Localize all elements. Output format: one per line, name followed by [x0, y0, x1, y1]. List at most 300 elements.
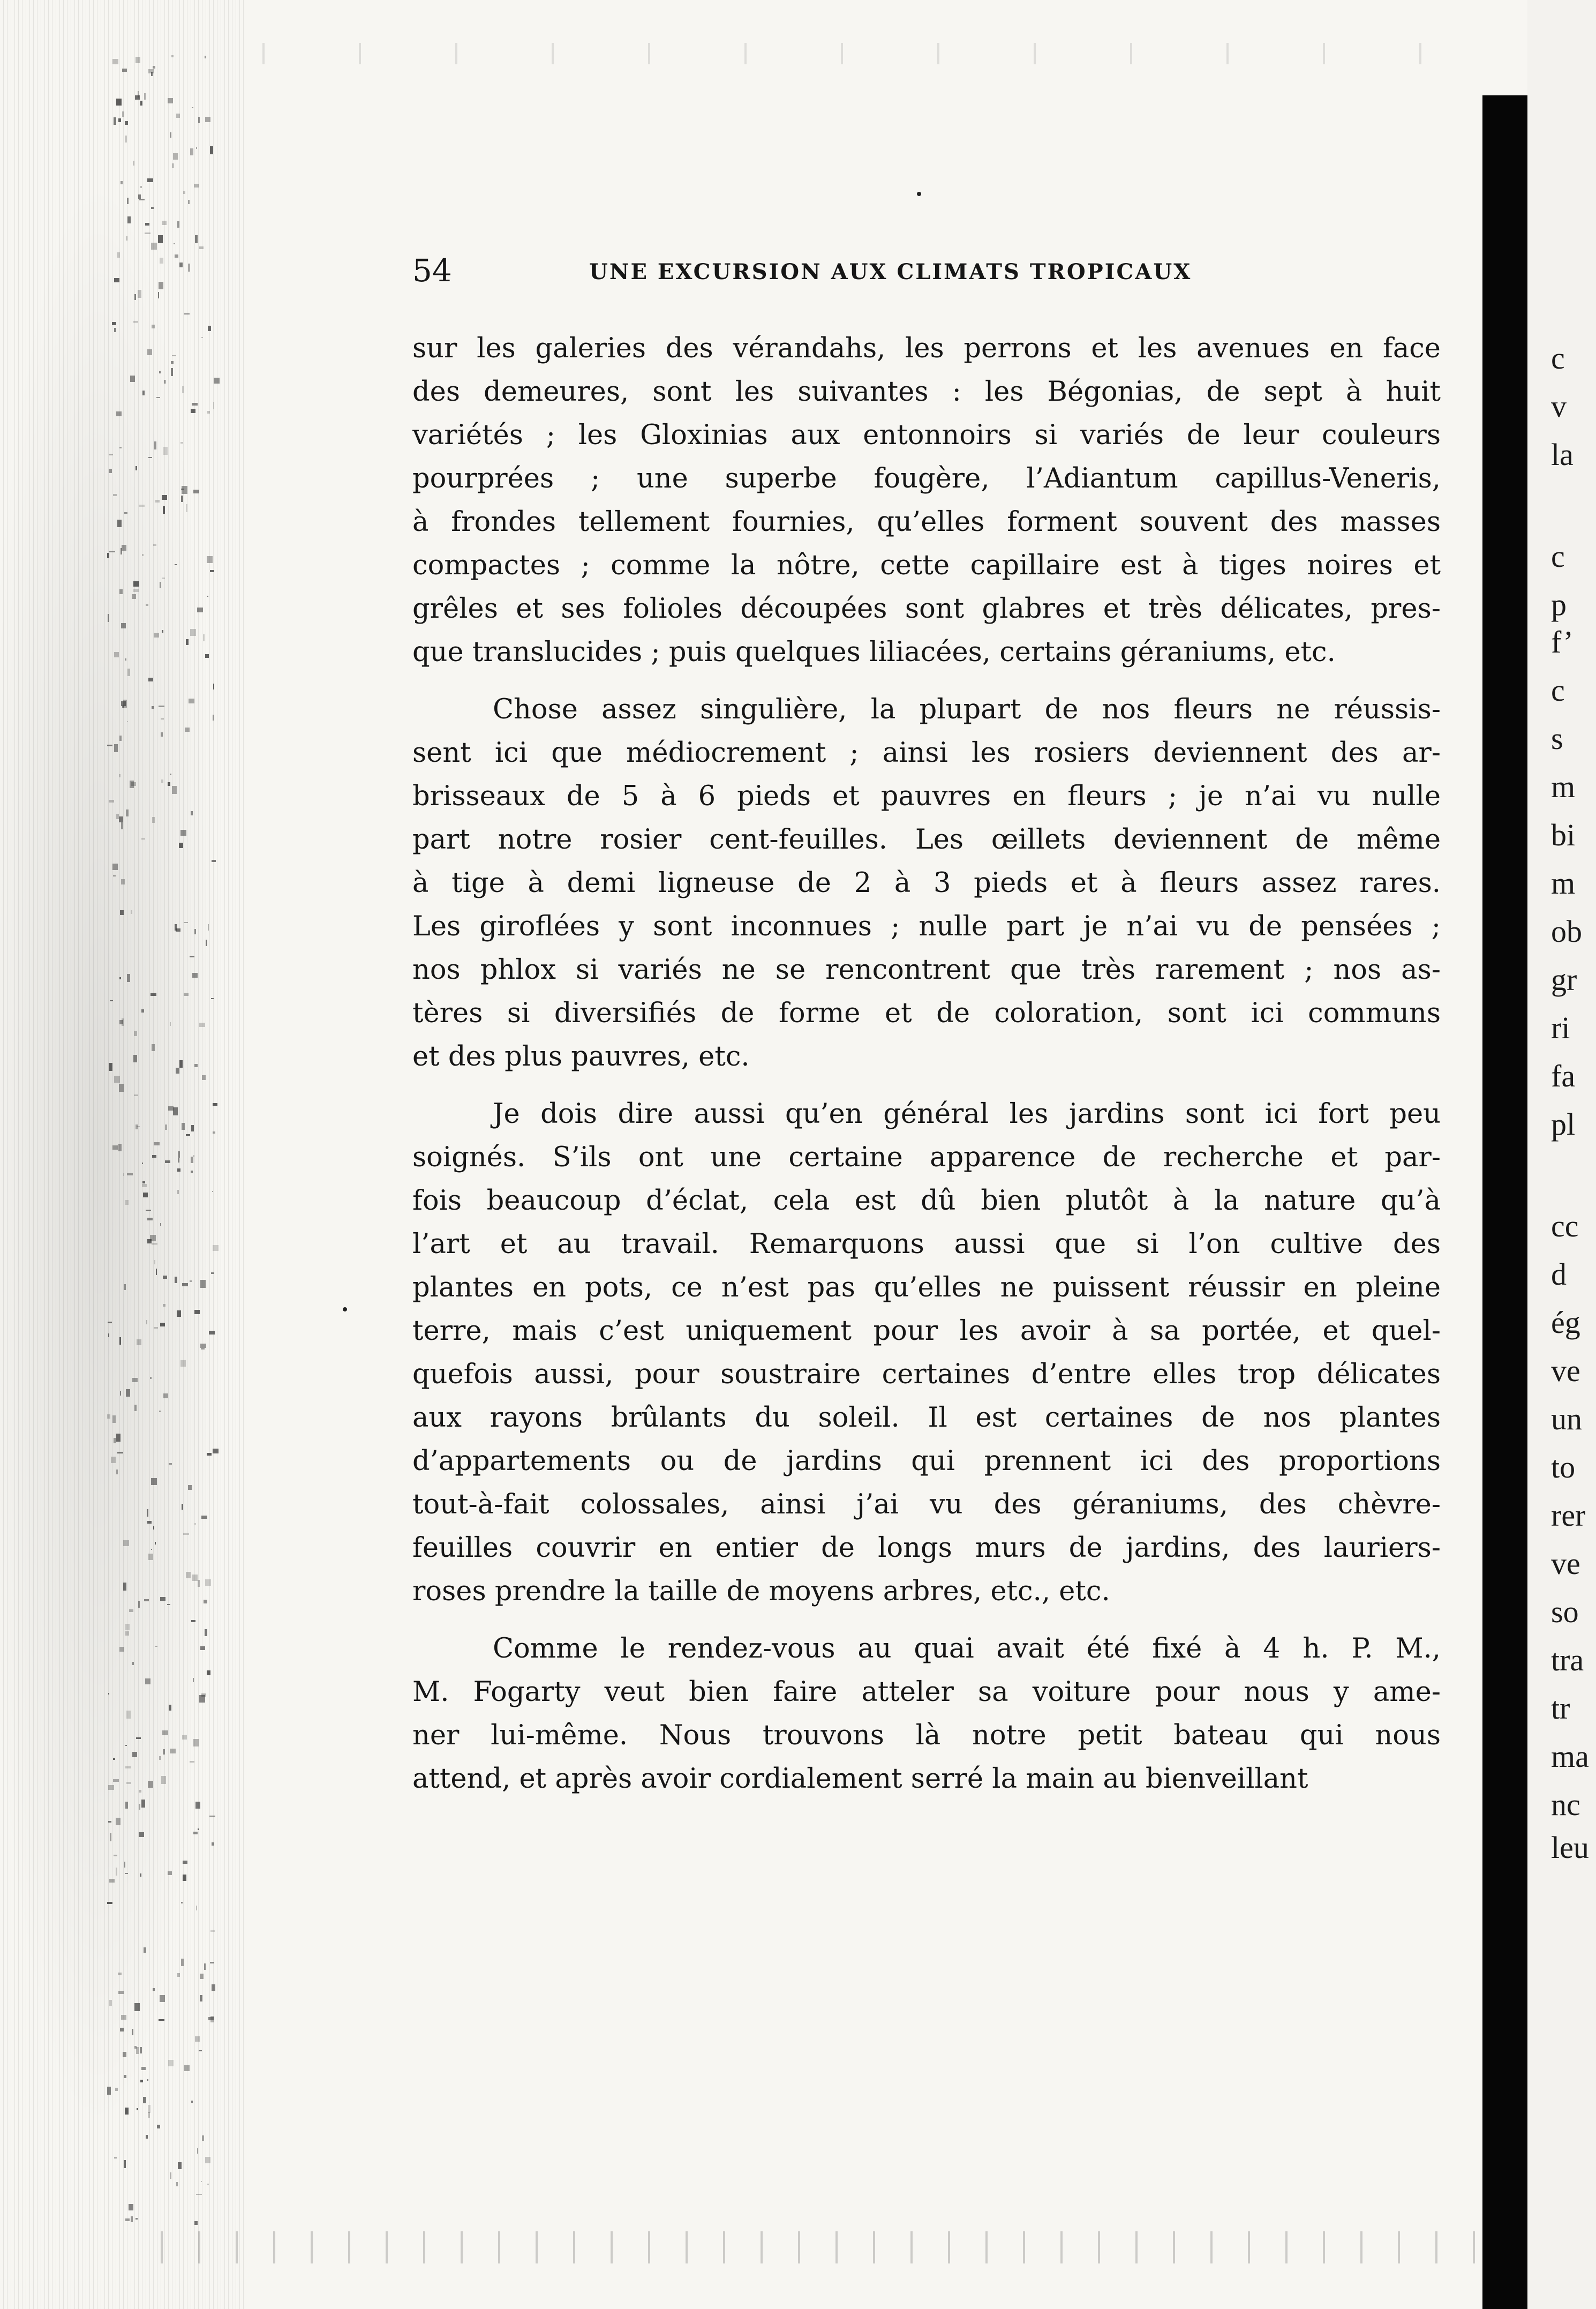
scan-speckle — [184, 313, 190, 314]
text-line: à tige à demi ligneuse de 2 à 3 pieds et à fleurs assez rares. — [412, 867, 1441, 899]
scan-speckle — [116, 814, 119, 819]
facing-page-fragment: fa — [1551, 1059, 1576, 1093]
scan-speckle — [191, 811, 193, 815]
scan-speckle — [211, 1272, 214, 1274]
scan-speckle — [130, 781, 134, 788]
scan-speckle — [113, 494, 117, 496]
scan-speckle — [165, 1124, 167, 1130]
scan-speckle — [176, 114, 180, 118]
scan-speckle — [159, 282, 163, 289]
scan-noise-top — [214, 43, 1500, 64]
scan-speckle — [108, 1333, 109, 1337]
scan-speckle — [172, 163, 174, 168]
text-line: roses prendre la taille de moyens arbres, etc., etc. — [412, 1576, 1110, 1607]
scan-speckle — [113, 875, 116, 876]
facing-page-fragment: c — [1551, 341, 1565, 376]
scan-speckle — [183, 191, 185, 194]
scan-speckle — [191, 1171, 193, 1173]
scan-speckle — [167, 1604, 170, 1605]
scan-speckle — [113, 1758, 115, 1760]
scan-speckle — [117, 520, 122, 527]
scan-speckle — [137, 1339, 141, 1345]
scan-speckle — [142, 1184, 147, 1187]
scan-speckle — [159, 706, 164, 707]
scan-speckle — [193, 1739, 199, 1746]
scan-speckle — [152, 1044, 155, 1051]
scan-speckle — [176, 1068, 179, 1074]
scan-speckle — [182, 1735, 187, 1740]
scan-speckle — [177, 1168, 180, 1172]
scan-speckle — [129, 1609, 133, 1612]
scan-speckle — [125, 1873, 128, 1874]
running-head — [412, 252, 1441, 289]
scan-speckle — [197, 2148, 198, 2154]
scan-speckle — [193, 1678, 194, 1682]
scan-speckle — [127, 198, 129, 204]
text-line: à frondes tellement fournies, qu’elles forment souvent des masses — [412, 506, 1441, 538]
scan-speckle — [140, 1873, 141, 1877]
scan-speckle — [191, 1125, 194, 1131]
scan-speckle — [193, 490, 199, 493]
scan-speckle — [157, 2125, 160, 2128]
facing-page-fragment: c — [1551, 539, 1565, 574]
scan-speckle — [160, 1597, 165, 1601]
text-line: que translucides ; puis quelques liliacées, certains géraniums, etc. — [412, 636, 1336, 668]
scan-speckle — [148, 678, 153, 681]
scan-speckle — [191, 1157, 193, 1163]
scan-speckle — [152, 325, 155, 328]
scan-speckle — [208, 924, 209, 931]
scan-speckle — [145, 1678, 150, 1684]
scan-speckle — [210, 570, 214, 572]
scan-speckle — [142, 1181, 145, 1183]
text-line: feuilles couvrir en entier de longs murs de jardins, des lauriers- — [412, 1532, 1441, 1564]
scan-speckle — [194, 1310, 200, 1314]
scan-speckle — [132, 1752, 137, 1757]
scan-speckle — [118, 1144, 122, 1151]
scan-speckle — [133, 1055, 137, 1062]
scan-speckle — [124, 1284, 126, 1290]
scan-speckle — [168, 1106, 174, 1111]
scan-speckle — [170, 1749, 176, 1753]
scan-speckle — [118, 118, 121, 122]
scan-speckle — [143, 1193, 148, 1197]
scan-speckle — [109, 551, 115, 552]
facing-page-fragment: m — [1551, 866, 1576, 901]
scan-noise-bottom — [139, 2231, 1478, 2263]
scan-speckle — [141, 1800, 145, 1808]
scan-speckle — [197, 608, 203, 612]
scan-speckle — [127, 1173, 133, 1175]
scan-speckle — [114, 1855, 117, 1856]
scan-speckle — [194, 2221, 198, 2225]
scan-speckle — [162, 1730, 168, 1735]
scan-speckle — [147, 1521, 152, 1524]
scan-speckle — [109, 800, 114, 803]
scan-speckle — [156, 397, 160, 398]
scan-speckle — [116, 99, 122, 106]
scan-speckle — [107, 1902, 112, 1904]
paragraph — [412, 327, 1441, 674]
scan-speckle — [185, 728, 190, 732]
scan-speckle — [108, 1322, 112, 1323]
scan-speckle — [168, 782, 170, 786]
scan-speckle — [116, 1434, 121, 1442]
scan-speckle — [138, 91, 139, 98]
scan-speckle — [213, 1103, 217, 1106]
scan-speckle — [199, 1023, 205, 1027]
scan-speckle — [108, 614, 109, 622]
scan-speckle — [150, 1235, 156, 1241]
scan-speckle — [148, 1554, 153, 1560]
scan-speckle — [194, 929, 196, 934]
scan-speckle — [163, 1304, 165, 1307]
scan-speckle — [133, 589, 139, 592]
facing-page-fragment: p — [1551, 587, 1567, 622]
scan-speckle — [201, 1693, 206, 1697]
facing-page-fragment: la — [1551, 437, 1574, 472]
scan-speckle — [151, 1478, 157, 1485]
scan-speckle — [200, 1995, 202, 2001]
scan-speckle — [159, 371, 161, 373]
scan-speckle — [182, 486, 187, 494]
scan-speckle — [115, 2088, 118, 2091]
scan-speckle — [121, 879, 125, 884]
scan-speckle — [114, 328, 116, 332]
scan-speckle — [125, 1624, 130, 1630]
scan-speckle — [119, 1647, 124, 1652]
scan-speckle — [143, 2097, 146, 2103]
scan-speckle — [127, 216, 131, 223]
scan-speckle — [111, 1457, 116, 1463]
scan-speckle — [112, 1145, 118, 1150]
scan-speckle — [120, 910, 124, 915]
scan-speckle — [173, 153, 178, 160]
scan-speckle — [181, 1959, 184, 1966]
scan-speckle — [196, 147, 197, 149]
scan-speckle — [134, 2003, 140, 2011]
scan-speckle — [160, 582, 161, 588]
scan-speckle — [162, 495, 167, 500]
scan-speckle — [154, 1327, 158, 1329]
scan-speckle — [140, 101, 142, 106]
scan-speckle — [190, 1280, 192, 1282]
scan-speckle — [213, 684, 214, 689]
scan-speckle — [193, 1832, 198, 1834]
scan-speckle — [195, 2036, 200, 2042]
scan-speckle — [108, 1693, 109, 1695]
scan-speckle — [177, 1973, 180, 1977]
scan-speckle — [183, 1875, 186, 1881]
scan-speckle — [176, 2182, 178, 2186]
scan-speckle — [194, 1064, 198, 1067]
facing-page-fragment: c — [1551, 673, 1565, 708]
scan-speckle — [116, 1868, 117, 1876]
scan-speckle — [163, 506, 165, 514]
scan-speckle — [136, 1737, 141, 1739]
scan-speckle — [138, 194, 141, 199]
text-line: pourprées ; une superbe fougère, l’Adiantum capillus-Veneris, — [412, 463, 1441, 494]
scan-speckle — [112, 1415, 116, 1423]
scan-speckle — [139, 1804, 140, 1810]
scan-speckle — [179, 263, 183, 267]
scan-speckle — [126, 236, 127, 241]
scan-speckle — [113, 1779, 119, 1782]
scan-speckle — [134, 1094, 138, 1096]
scan-speckle — [124, 1862, 125, 1868]
scan-speckle — [139, 199, 145, 200]
scan-speckle — [126, 1711, 131, 1719]
scan-speckle — [124, 512, 127, 514]
scan-speckle — [160, 1995, 165, 2002]
scan-speckle — [194, 1523, 196, 1525]
scan-speckle — [163, 1393, 168, 1398]
text-line: tout-à-fait colossales, ainsi j’ai vu des géraniums, des chèvre- — [412, 1489, 1441, 1520]
scan-speckle — [119, 816, 123, 822]
scan-speckle — [120, 2028, 124, 2031]
scan-speckle — [177, 1190, 179, 1194]
scan-speckle — [146, 604, 148, 606]
scan-speckle — [188, 264, 190, 272]
scan-speckle — [183, 1533, 189, 1535]
scan-speckle — [192, 403, 198, 406]
scan-speckle — [140, 186, 142, 188]
scan-speckle — [207, 1453, 212, 1456]
scan-speckle — [207, 2184, 209, 2185]
facing-page-fragment: f’ — [1551, 625, 1574, 659]
scan-speckle — [154, 441, 156, 449]
scan-speckle — [160, 1223, 161, 1226]
scan-speckle — [177, 221, 179, 228]
facing-page-fragment: so — [1551, 1594, 1579, 1629]
scan-speckle — [198, 1828, 199, 1830]
scan-speckle — [146, 1210, 151, 1211]
scan-speckle — [121, 181, 123, 184]
scan-speckle — [192, 973, 198, 978]
scan-speckle — [163, 1749, 165, 1755]
scan-speckle — [198, 117, 200, 123]
scan-speckle — [148, 1781, 153, 1788]
scan-speckle — [208, 2017, 214, 2020]
scan-speckle — [133, 581, 139, 587]
scan-speckle — [121, 822, 123, 829]
scan-speckle — [110, 1000, 113, 1001]
scan-speckle — [125, 2108, 129, 2115]
scan-speckle — [210, 1930, 215, 1932]
scan-speckle — [138, 1601, 140, 1608]
facing-page-fragment: un — [1551, 1401, 1582, 1436]
scan-speckle — [190, 1761, 194, 1763]
scan-speckle — [114, 278, 119, 282]
scan-speckle — [125, 121, 128, 125]
scan-speckle — [182, 1504, 183, 1510]
scan-speckle — [107, 2087, 111, 2095]
scan-speckle — [112, 864, 118, 870]
scan-speckle — [159, 1756, 161, 1760]
paragraph — [412, 1092, 1441, 1613]
scan-speckle — [153, 544, 156, 546]
text-line: des demeures, sont les suivantes : les Bégonias, de sept à huit — [412, 376, 1441, 408]
scan-speckle — [122, 111, 124, 117]
scan-speckle — [200, 1974, 204, 1979]
scan-speckle — [114, 652, 119, 657]
scan-speckle — [212, 1842, 214, 1846]
scan-speckle — [147, 2079, 148, 2081]
text-line: nos phlox si variés ne se rencontrent que très rarement ; nos as- — [412, 954, 1441, 986]
text-line: et des plus pauvres, etc. — [412, 1041, 750, 1073]
stray-mark — [917, 192, 921, 196]
scan-speckle — [156, 1269, 157, 1275]
scan-speckle — [182, 1123, 185, 1130]
text-line: Je dois dire aussi qu’en général les jardins sont ici fort peu — [493, 1098, 1441, 1130]
scan-speckle — [126, 809, 129, 816]
text-line: l’art et au travail. Remarquons aussi que si l’on cultive des — [412, 1228, 1441, 1260]
scan-speckle — [144, 93, 146, 100]
text-line: ner lui-même. Nous trouvons là notre petit bateau qui nous — [412, 1720, 1441, 1751]
scan-speckle — [170, 1022, 171, 1026]
scan-speckle — [170, 774, 171, 775]
text-line: brisseaux de 5 à 6 pieds et pauvres en fleurs ; je n’ai vu nulle — [412, 781, 1441, 812]
scan-speckle — [172, 355, 176, 356]
scan-speckle — [127, 974, 130, 982]
scan-speckle — [191, 2101, 193, 2103]
scan-speckle — [195, 1802, 200, 1809]
text-line: terre, mais c’est uniquement pour les avoir à sa portée, et quel- — [412, 1315, 1441, 1347]
scan-speckle — [108, 1785, 114, 1790]
scan-speckle — [200, 1646, 205, 1650]
facing-page-fragment: cc — [1551, 1209, 1579, 1243]
text-line: tères si diversifiés de forme et de coloration, sont ici communs — [412, 998, 1441, 1029]
scan-speckle — [190, 956, 194, 957]
scan-speckle — [151, 243, 157, 250]
scan-speckle — [130, 376, 135, 382]
scan-speckle — [125, 2218, 130, 2221]
facing-page-fragment: v — [1551, 389, 1567, 424]
scan-speckle — [114, 117, 116, 125]
scan-speckle — [194, 184, 199, 188]
scan-speckle — [132, 2029, 133, 2035]
scan-speckle — [123, 1583, 126, 1591]
scan-speckle — [142, 391, 145, 395]
scan-speckle — [140, 2047, 142, 2053]
scan-speckle — [193, 1155, 194, 1157]
scan-speckle — [154, 1260, 155, 1264]
scan-speckle — [212, 1984, 215, 1991]
scan-speckle — [181, 1902, 183, 1903]
scan-speckle — [213, 402, 214, 409]
scan-speckle — [161, 779, 163, 783]
scan-speckle — [169, 1463, 172, 1465]
text-line: Comme le rendez-vous au quai avait été fixé à 4 h. P. M., — [493, 1633, 1441, 1665]
scan-speckle — [213, 1449, 219, 1453]
scan-speckle — [121, 623, 126, 628]
facing-page-fragment: bi — [1551, 818, 1576, 852]
scan-speckle — [209, 1331, 215, 1335]
scan-speckle — [207, 1670, 210, 1675]
scan-speckle — [120, 1391, 121, 1396]
facing-page-fragment: gr — [1551, 962, 1577, 997]
scan-speckle — [148, 457, 152, 458]
scan-speckle — [150, 1377, 152, 1379]
scan-speckle — [174, 243, 175, 244]
scan-speckle — [135, 466, 137, 470]
scan-speckle — [125, 1200, 129, 1205]
scan-speckle — [138, 290, 141, 298]
scan-speckle — [116, 1470, 118, 1474]
scan-speckle — [178, 1158, 179, 1163]
scan-speckle — [186, 1134, 190, 1136]
scan-speckle — [183, 1861, 187, 1864]
scan-speckle — [202, 1075, 206, 1080]
scan-speckle — [119, 977, 121, 979]
scan-speckle — [191, 409, 195, 413]
scan-speckle — [132, 1378, 138, 1382]
scan-speckle — [139, 1790, 141, 1793]
scan-speckle — [119, 1337, 121, 1345]
scan-speckle — [112, 322, 116, 325]
scan-speckle — [127, 721, 128, 722]
text-line: plantes en pots, ce n’est pas qu’elles ne puissent réussir en pleine — [412, 1272, 1441, 1303]
scan-speckle — [135, 1124, 138, 1129]
text-line: sur les galeries des vérandahs, les perrons et les avenues en face — [412, 333, 1441, 364]
scan-speckle — [169, 1705, 171, 1711]
scan-speckle — [144, 1599, 149, 1601]
scan-speckle — [107, 745, 112, 746]
scan-speckle — [131, 910, 132, 914]
scan-speckle — [173, 1107, 178, 1115]
scan-speckle — [186, 639, 189, 645]
page-number: 54 — [412, 252, 452, 289]
page — [412, 252, 1441, 1815]
facing-page-fragment: nc — [1551, 1787, 1580, 1822]
scan-speckle — [159, 2019, 164, 2021]
scan-speckle — [123, 1173, 124, 1176]
scan-speckle — [134, 2046, 137, 2049]
scan-speckle — [200, 1344, 206, 1348]
scan-speckle — [140, 2080, 143, 2082]
scan-speckle — [155, 500, 160, 503]
scan-speckle — [176, 928, 180, 932]
facing-page-fragment: d — [1551, 1257, 1567, 1292]
scan-speckle — [207, 596, 208, 597]
scan-speckle — [132, 594, 136, 599]
scan-speckle — [114, 744, 118, 752]
scan-speckle — [121, 701, 126, 706]
facing-page-fragment: leu — [1551, 1830, 1589, 1865]
text-line: part notre rosier cent-feuilles. Les œillets deviennent de même — [412, 824, 1441, 856]
scan-speckle — [184, 993, 189, 996]
scan-speckle — [132, 1662, 134, 1665]
scan-speckle — [207, 411, 210, 414]
text-line: sent ici que médiocrement ; ainsi les rosiers deviennent des ar- — [412, 737, 1441, 769]
scan-gutter-left — [0, 0, 246, 2309]
scan-speckle — [201, 337, 203, 338]
scan-speckle — [180, 442, 183, 444]
scan-speckle — [152, 706, 154, 709]
scan-speckle — [162, 578, 165, 579]
text-line: grêles et ses folioles découpées sont glabres et très délicates, pres- — [412, 593, 1441, 625]
scan-speckle — [121, 548, 122, 554]
scan-speckle — [168, 1871, 172, 1875]
scan-speckle — [159, 1411, 161, 1412]
scan-speckle — [118, 1991, 124, 1994]
facing-page-fragment: ob — [1551, 914, 1582, 949]
paragraph — [412, 1627, 1441, 1801]
scan-speckle — [152, 817, 155, 823]
scan-speckle — [148, 69, 154, 73]
scan-speckle — [153, 1988, 155, 1991]
scan-speckle — [210, 1962, 214, 1963]
